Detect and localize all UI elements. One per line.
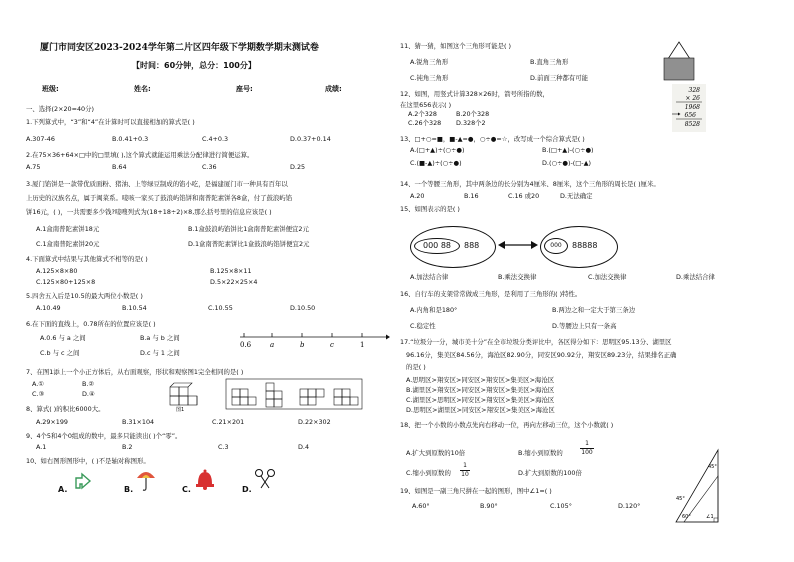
q18-fraction-b-denominator: 100 xyxy=(581,449,593,456)
q18-fraction-b xyxy=(580,440,594,457)
q16-option-b[interactable]: B.两边之和一定大于第三条边 xyxy=(552,306,636,314)
q3-line2: 上历史的汉族名点，属于闽菜系。唛咳一家买了鼓浪屿馅饼和南普陀素饼各8盒，付了鼓浪屿馅 xyxy=(26,194,293,202)
q5-option-d[interactable]: D.10.50 xyxy=(290,304,316,312)
q6-stem: 6.在下面的直线上，0.78所在的位置应该是( ) xyxy=(26,320,156,328)
q15-option-d[interactable]: D.乘法结合律 xyxy=(676,273,715,281)
q8-option-b[interactable]: B.31×104 xyxy=(122,418,155,426)
q9-option-c[interactable]: C.3 xyxy=(218,443,229,451)
q12-calc-row3: 1968 xyxy=(684,104,700,111)
q12-option-a[interactable]: A.2个328 xyxy=(408,110,437,118)
q10-option-d[interactable]: D. xyxy=(242,485,252,494)
q3-line3: 饼16元，( )，一共需要多少钱?唛嗖列式为(18+18÷2)×8,那么括号里的信息应该是( ) xyxy=(26,208,272,216)
q19-stem: 19、如图是一副三角尺拼在一起的图形，图中∠1=( ) xyxy=(400,487,552,495)
q11-option-c[interactable]: C.钝角三角形 xyxy=(410,74,449,82)
q6-option-c[interactable]: C.b 与 c 之间 xyxy=(40,349,80,357)
q2-option-d[interactable]: D.25 xyxy=(290,163,306,171)
q14-option-a[interactable]: A.20 xyxy=(410,192,425,200)
q11-option-b[interactable]: B.直角三角形 xyxy=(530,58,569,66)
q18-fraction-c xyxy=(460,462,470,479)
q7-option-a[interactable]: A.① xyxy=(32,380,45,388)
q18-option-a[interactable]: A.扩大到原数的10倍 xyxy=(406,449,466,457)
q5-option-c[interactable]: C.10.55 xyxy=(208,304,233,312)
q19-option-c[interactable]: C.105° xyxy=(550,502,572,510)
section-title: 一、选择(2×20=40分) xyxy=(26,105,94,113)
q15-option-c[interactable]: C.加法交换律 xyxy=(588,273,627,281)
q13-option-d[interactable]: D.(○÷●)-(□-▲) xyxy=(542,159,591,167)
q18-fraction-c-denominator: 10 xyxy=(461,471,469,478)
q12-calc-row5: 8528 xyxy=(684,121,700,128)
class-label: 班级: xyxy=(42,85,59,93)
q11-option-a[interactable]: A.锐角三角形 xyxy=(410,58,449,66)
q6-tick-c: c xyxy=(330,341,334,349)
q12-calc-row4: 656 xyxy=(684,112,696,119)
q16-option-d[interactable]: D.等腰边上只有一条高 xyxy=(552,322,617,330)
q5-stem: 5.四舍五入后是10.5的最大两位小数是( ) xyxy=(26,292,143,300)
score-label: 成绩: xyxy=(325,85,342,93)
q16-option-a[interactable]: A.内角和是180° xyxy=(410,306,458,314)
q13-option-a[interactable]: A.(□+▲)÷(○÷●) xyxy=(410,146,465,154)
q8-option-a[interactable]: A.29×199 xyxy=(36,418,68,426)
q12-line1: 12、如图，用竖式计算328×26时，箭号所指的数， xyxy=(400,90,549,98)
q16-stem: 16、自行车的支架常常做成三角形，是利用了三角形的( )特性。 xyxy=(400,290,582,298)
q19-angle-1: ∠1 xyxy=(706,514,714,520)
q3-option-c[interactable]: C.1盒南普陀素饼20元 xyxy=(36,240,100,248)
q1-option-d[interactable]: D.0.37+0.14 xyxy=(290,135,331,143)
q18-option-b[interactable]: B.缩小到原数的 xyxy=(518,449,563,457)
right-column xyxy=(400,0,780,562)
q15-option-b[interactable]: B.乘法交换律 xyxy=(498,273,537,281)
q4-option-a[interactable]: A.125×8×80 xyxy=(36,267,78,275)
q6-tick-0-6: 0.6 xyxy=(240,341,252,349)
q5-option-a[interactable]: A.10.49 xyxy=(36,304,61,312)
name-label: 姓名: xyxy=(134,85,151,93)
q14-stem: 14、一个等腰三角形，其中两条边的长分别为4厘米、8厘米，这个三角形的周长是( )厘米。 xyxy=(400,180,660,188)
umbrella-icon xyxy=(136,468,156,492)
q12-option-b[interactable]: B.20个328 xyxy=(456,110,490,118)
q17-line1: 17.“垃圾分一分，城市美十分”在全市垃圾分类评比中，各区得分如下：思明区95.13分、湖里区 xyxy=(400,338,672,346)
q12-calc-row2: × 26 xyxy=(685,95,700,102)
q9-stem: 9、4个5和4个0组成的数中，最多只能读出( )个“零”。 xyxy=(26,432,182,440)
q4-option-c[interactable]: C.125×80+125×8 xyxy=(36,278,96,286)
q5-option-b[interactable]: B.10.54 xyxy=(122,304,147,312)
seat-label: 座号: xyxy=(236,85,253,93)
q12-option-d[interactable]: D.328个2 xyxy=(456,119,486,127)
q15-left-inner-oval xyxy=(414,238,460,254)
q19-option-a[interactable]: A.60° xyxy=(412,502,430,510)
q11-option-d[interactable]: D.前面三种都有可能 xyxy=(530,74,589,82)
q1-option-a[interactable]: A.307-46 xyxy=(26,135,55,143)
q3-option-b[interactable]: B.1盒鼓浪屿馅饼比1盒南普陀素饼便宜2元 xyxy=(188,225,309,233)
q19-option-b[interactable]: B.90° xyxy=(480,502,498,510)
q15-stem: 15、如图表示的是( ) xyxy=(400,205,460,213)
q17-option-a[interactable]: A.思明区>翔安区>同安区>翔安区>集美区>海沧区 xyxy=(406,376,555,384)
q10-option-c[interactable]: C. xyxy=(182,485,191,494)
q13-option-b[interactable]: B.(□+▲)-(○÷●) xyxy=(542,146,594,154)
q10-option-a[interactable]: A. xyxy=(58,485,68,494)
q15-left-num-2: 88 xyxy=(440,241,451,250)
q17-option-c[interactable]: C.湖里区>思明区>同安区>翔安区>集美区>海沧区 xyxy=(406,396,555,404)
q7-stem: 7、在图1添上一个小正方体后，从右面观察，形状和观察图1完全相同的是( ) xyxy=(26,368,244,376)
q1-stem: 1.下列算式中，“3”和“4”在计算时可以直接相加的算式是( ) xyxy=(26,118,195,126)
q12-line2: 在这里656表示( ) xyxy=(400,101,452,109)
q3-line1: 3.厦门馅饼是一款带优质面粉、猪油、上等绿豆制成的馅小吃，是福建厦门市一种具有百年以 xyxy=(26,180,288,188)
q7-option-c[interactable]: C.③ xyxy=(32,390,45,398)
q13-option-c[interactable]: C.(■-▲)÷(○÷●) xyxy=(410,159,462,167)
q19-angle-60: 60° xyxy=(682,514,691,520)
q17-line3: 的是( ) xyxy=(406,363,426,371)
q1-option-c[interactable]: C.4+0.3 xyxy=(202,135,229,143)
page-title: 厦门市同安区2023-2024学年第二片区四年级下学期数学期末测试卷 xyxy=(40,43,319,53)
q14-option-c[interactable]: C.16 或20 xyxy=(508,192,540,200)
time-info: 【时间：60分钟，总分：100分】 xyxy=(132,61,256,70)
q2-option-b[interactable]: B.64 xyxy=(112,163,127,171)
q9-option-a[interactable]: A.1 xyxy=(36,443,47,451)
q19-option-d[interactable]: D.120° xyxy=(618,502,641,510)
q9-option-b[interactable]: B.2 xyxy=(122,443,133,451)
q3-option-a[interactable]: A.1盒南普陀素饼18元 xyxy=(36,225,100,233)
q4-option-b[interactable]: B.125×8×11 xyxy=(210,267,252,275)
q6-tick-a: a xyxy=(270,341,275,349)
q11-hidden-triangle xyxy=(662,40,696,84)
q18-option-c[interactable]: C.缩小到原数的 xyxy=(406,469,451,477)
q13-stem: 13、□+○=■，■-▲=●，○÷●=☆，改写成一个综合算式是( ) xyxy=(400,135,585,143)
q9-option-d[interactable]: D.4 xyxy=(298,443,310,451)
q19-triangle-rulers xyxy=(670,446,724,526)
q15-right-inner-oval: 000 xyxy=(544,238,568,254)
q2-option-c[interactable]: C.36 xyxy=(202,163,217,171)
q19-angle-45-left: 45° xyxy=(676,496,685,502)
q3-option-d[interactable]: D.1盒南普陀素饼比1盒鼓浪屿馅饼便宜2元 xyxy=(188,240,310,248)
q1-option-b[interactable]: B.0.41+0.3 xyxy=(112,135,149,143)
q14-option-b[interactable]: B.16 xyxy=(464,192,479,200)
q17-option-d[interactable]: D.思明区>湖里区>同安区>翔安区>集美区>海沧区 xyxy=(406,406,555,414)
q8-option-d[interactable]: D.22×302 xyxy=(298,418,331,426)
q7-figure-label: 图1 xyxy=(176,407,185,413)
q15-left-num-3: 888 xyxy=(464,241,480,250)
double-arrow-icon xyxy=(498,240,538,250)
q12-vertical-calc xyxy=(672,84,706,132)
q8-option-c[interactable]: C.21×201 xyxy=(212,418,245,426)
q18-stem: 18、把一个小数的小数点先向右移动一位，再向左移动三位，这个小数就( ) xyxy=(400,421,614,429)
q12-calc-row1: 328 xyxy=(688,87,700,94)
q2-option-a[interactable]: A.75 xyxy=(26,163,41,171)
q17-line2: 96.16分，集美区84.56分，海沧区82.90分，同安区90.92分，翔安区89.23分，结果排名正确 xyxy=(406,351,677,359)
left-column xyxy=(22,0,390,562)
q7-option-b[interactable]: B.② xyxy=(82,380,95,388)
q18-option-d[interactable]: D.扩大到原数的100倍 xyxy=(518,469,582,477)
q7-cube-figures xyxy=(168,377,364,411)
q6-number-line xyxy=(240,331,390,355)
q8-stem: 8、算式( )的积比6000大。 xyxy=(26,405,105,413)
q6-tick-b: b xyxy=(300,341,305,349)
q10-stem: 10、如右图形图形中，( )不是轴对称图形。 xyxy=(26,457,150,465)
q6-option-a[interactable]: A.0.6 与 a 之间 xyxy=(40,334,86,342)
q11-stem: 11、猜一猜，如图这个三角形可能是( ) xyxy=(400,42,512,50)
q18-fraction-b-numerator: 1 xyxy=(585,440,589,447)
q17-option-b[interactable]: B.湖里区>翔安区>同安区>翔安区>集美区>海沧区 xyxy=(406,386,555,394)
q12-option-c[interactable]: C.26个328 xyxy=(408,119,442,127)
q16-option-c[interactable]: C.稳定性 xyxy=(410,322,436,330)
q6-option-d[interactable]: D.c 与 1 之间 xyxy=(140,349,180,357)
arrow-sign-icon xyxy=(72,470,94,492)
q15-option-a[interactable]: A.加法结合律 xyxy=(410,273,449,281)
q10-option-b[interactable]: B. xyxy=(124,485,134,494)
q18-fraction-c-numerator: 1 xyxy=(463,462,467,469)
q2-stem: 2.在75×36+64×□中的□里填( ),这个算式就能运用乘法分配律进行简便运算。 xyxy=(26,151,254,159)
q6-tick-1: 1 xyxy=(360,341,365,349)
q19-angle-45-top: 45° xyxy=(708,464,717,470)
q15-left-num-1: 000 xyxy=(422,241,439,250)
q14-option-d[interactable]: D.无法确定 xyxy=(560,192,593,200)
q6-option-b[interactable]: B.a 与 b 之间 xyxy=(140,334,180,342)
bell-icon xyxy=(194,468,216,490)
scissors-icon xyxy=(254,468,276,490)
q15-right-num: 88888 xyxy=(572,241,598,250)
q4-option-d[interactable]: D.5×22×25×4 xyxy=(210,278,258,286)
q7-option-d[interactable]: D.④ xyxy=(82,390,95,398)
q4-stem: 4.下面算式中结果与其他算式不相等的是( ) xyxy=(26,255,148,263)
